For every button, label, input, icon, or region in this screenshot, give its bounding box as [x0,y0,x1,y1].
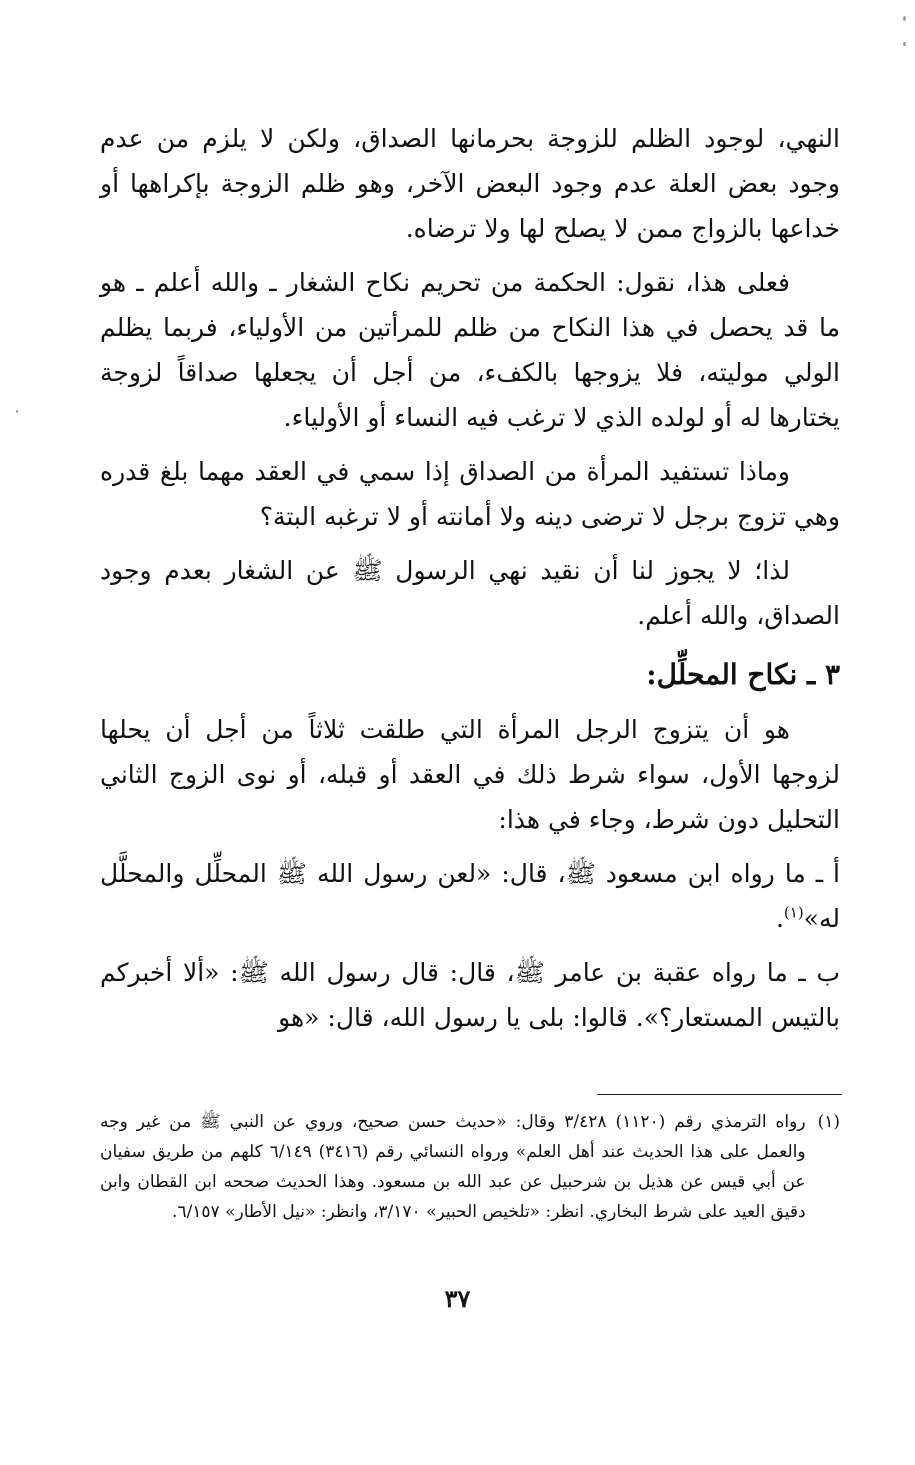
page-number: ٣٧ [444,1284,471,1313]
scan-speck [903,16,906,21]
footnote-number: (١) [817,1112,840,1132]
list-item-a-end: . [775,904,784,933]
section-heading: ٣ ـ نكاح المحلِّل: [646,658,840,691]
footnote-separator [597,1094,842,1095]
footnotes [100,1107,840,1227]
paragraph-4: لذا؛ لا يجوز لنا أن نقيد نهي الرسول ﷺ عن الشغار بعدم وجود الصداق، والله أعلم. [100,556,840,630]
scan-speck [903,42,906,46]
footnote-ref[interactable]: (١) [783,903,804,922]
list-item-b: ب ـ ما رواه عقبة بن عامر ﷺ، قال: قال رسول الله ﷺ: «ألا أخبركم بالتيس المستعار؟». قالوا: بلى يا رسول الله، قال: «هو [100,958,840,1032]
scan-speck [16,410,18,413]
list-item-a-text: أ ـ ما رواه ابن مسعود ﷺ، قال: «لعن رسول الله ﷺ المحلِّل والمحلَّل له» [100,859,841,933]
paragraph-2: فعلى هذا، نقول: الحكمة من تحريم نكاح الشغار ـ والله أعلم ـ هو ما قد يحصل في هذا النكاح من ظلم للمرأتين من الأولياء، فربما يظلم الولي موليته، فلا يزوجها بالكفء، من أجل أن يجعلها صداقاً لزوجة يختارها له أو لولده الذي لا ترغب فيه النساء أو الأولياء. [100,268,840,432]
paragraph-3: وماذا تستفيد المرأة من الصداق إذا سمي في العقد مهما بلغ قدره وهي تزوج برجل لا ترضى دينه ولا أمانته أو لا ترغبه البتة؟ [100,457,840,531]
paragraph-1: النهي، لوجود الظلم للزوجة بحرمانها الصداق، ولكن لا يلزم من عدم وجود بعض العلة عدم وجود البعض الآخر، وهو ظلم الزوجة بإكراهها أو خداعها بالزواج ممن لا يصلح لها ولا ترضاه. [100,124,840,243]
section-intro: هو أن يتزوج الرجل المرأة التي طلقت ثلاثاً من أجل أن يحلها لزوجها الأول، سواء شرط ذلك في العقد أو قبله، أو نوى الزوج الثاني التحليل دون شرط، وجاء في هذا: [100,715,840,834]
footnote-text: رواه الترمذي رقم (١١٢٠) ٣/٤٢٨ وقال: «حديث حسن صحيح، وروي عن النبي ﷺ من غير وجه والعمل على هذا الحديث عند أهل العلم» ورواه النسائي رقم (٣٤١٦) ٦/١٤٩ كلهم من طريق سفيان عن أبي قيس عن هذيل بن شرحبيل عن عبد الله بن مسعود. وهذا الحديث صححه ابن القطان وابن دقيق العيد على شرط البخاري. انظر: «تلخيص الحبير» ٣/١٧٠، وانظر: «نيل الأطار» ٦/١٥٧. [100,1112,806,1222]
list-item-a [100,851,840,941]
main-text [100,116,840,1049]
footnote-1 [100,1107,840,1227]
